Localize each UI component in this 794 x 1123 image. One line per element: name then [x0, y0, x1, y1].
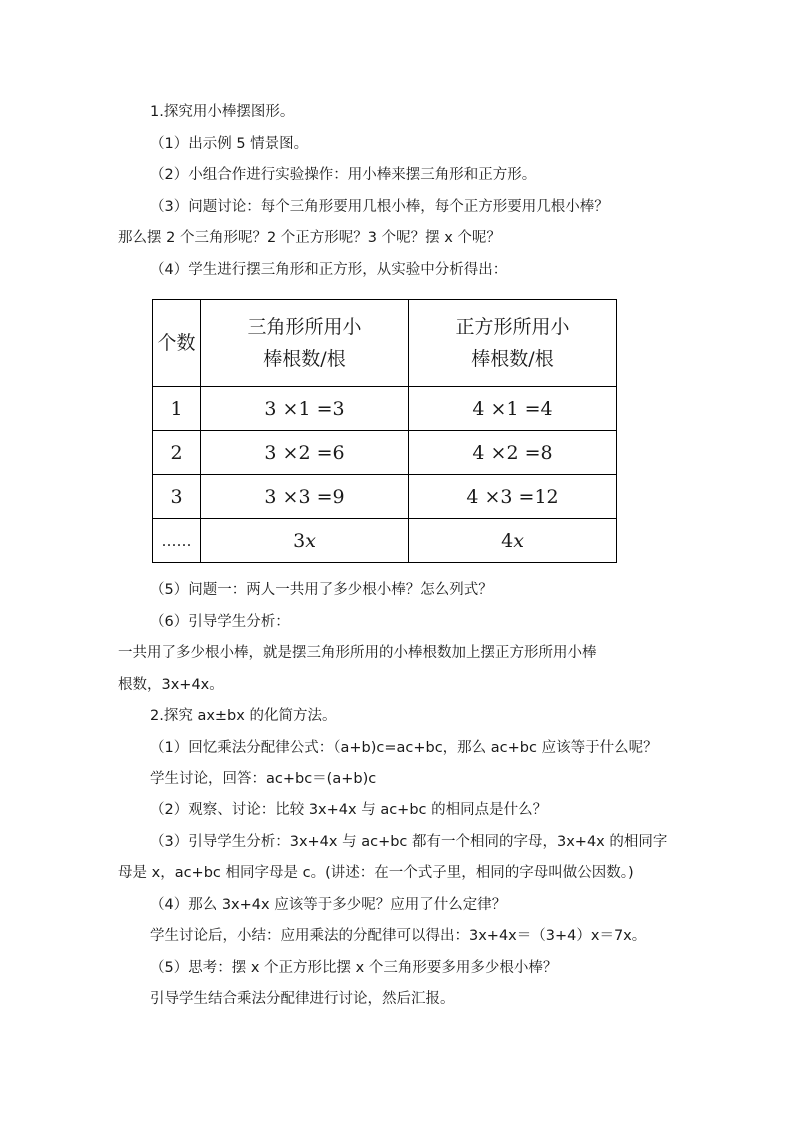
- paragraph-step-2: （2）小组合作进行实验操作：用小棒来摆三角形和正方形。: [150, 167, 537, 183]
- paragraph-analysis: 一共用了多少根小棒，就是摆三角形所用的小棒根数加上摆正方形所用小棒: [118, 645, 597, 661]
- heading-explore-simplify: 2.探究 ax±bx 的化简方法。: [150, 708, 337, 724]
- cell-triangle: 3 ×2 =6: [201, 431, 409, 475]
- cell-square: 4 ×1 =4: [409, 387, 617, 431]
- header-square-line1: 正方形所用小: [455, 316, 570, 338]
- paragraph-think: （5）思考：摆 x 个正方形比摆 x 个三角形要多用多少根小棒？: [150, 960, 558, 976]
- stick-count-table: [152, 299, 617, 563]
- paragraph-step-6: （6）引导学生分析：: [150, 614, 290, 630]
- paragraph-guide-cont: 母是 x，ac+bc 相同字母是 c。(讲述：在一个式子里，相同的字母叫做公因数。): [118, 865, 634, 881]
- cell-count-ellipsis: ……: [153, 519, 201, 563]
- paragraph-summary: 学生讨论后，小结：应用乘法的分配律可以得出：3x+4x＝（3+4）x＝7x。: [150, 928, 647, 944]
- variable: x: [305, 529, 316, 552]
- cell-triangle: 3 ×3 =9: [201, 475, 409, 519]
- coefficient: 4: [501, 529, 514, 552]
- header-triangle-sticks: [201, 300, 409, 387]
- table-header-row: [153, 300, 617, 387]
- paragraph-question-4: （4）那么 3x+4x 应该等于多少呢？应用了什么定律？: [150, 897, 507, 913]
- paragraph-report: 引导学生结合乘法分配律进行讨论，然后汇报。: [150, 991, 455, 1007]
- cell-square: 4 ×3 =12: [409, 475, 617, 519]
- cell-square: 4 ×2 =8: [409, 431, 617, 475]
- header-square-sticks: [409, 300, 617, 387]
- header-triangle-line2: 棒根数/根: [263, 348, 346, 370]
- cell-count: 1: [153, 387, 201, 431]
- paragraph-observe: （2）观察、讨论：比较 3x+4x 与 ac+bc 的相同点是什么？: [150, 802, 548, 818]
- table-row-general: [153, 519, 617, 563]
- paragraph-recall-distributive: （1）回忆乘法分配律公式：（a+b)c=ac+bc，那么 ac+bc 应该等于什么呢？: [150, 740, 658, 756]
- header-triangle-line1: 三角形所用小: [247, 316, 362, 338]
- table-row: [153, 475, 617, 519]
- table-row: [153, 387, 617, 431]
- variable: x: [513, 529, 524, 552]
- header-count: 个数: [153, 300, 201, 387]
- cell-square-general: [409, 519, 617, 563]
- paragraph-guide: （3）引导学生分析：3x+4x 与 ac+bc 都有一个相同的字母，3x+4x 的相同字: [150, 834, 668, 850]
- paragraph-step-3: （3）问题讨论：每个三角形要用几根小棒，每个正方形要用几根小棒？: [150, 199, 609, 215]
- paragraph-analysis-cont: 根数，3x+4x。: [118, 677, 224, 693]
- paragraph-step-4: （4）学生进行摆三角形和正方形，从实验中分析得出：: [150, 262, 508, 278]
- cell-triangle-general: [201, 519, 409, 563]
- paragraph-student-answer: 学生讨论，回答：ac+bc＝(a+b)c: [150, 771, 377, 787]
- paragraph-step-1: （1）出示例 5 情景图。: [150, 136, 309, 152]
- coefficient: 3: [293, 529, 306, 552]
- heading-explore-sticks: 1.探究用小棒摆图形。: [150, 104, 295, 120]
- table-row: [153, 431, 617, 475]
- paragraph-step-3-cont: 那么摆 2 个三角形呢？2 个正方形呢？3 个呢？摆 x 个呢？: [118, 230, 501, 246]
- paragraph-step-5: （5）问题一：两人一共用了多少根小棒？怎么列式？: [150, 582, 493, 598]
- cell-count: 2: [153, 431, 201, 475]
- cell-triangle: 3 ×1 =3: [201, 387, 409, 431]
- cell-count: 3: [153, 475, 201, 519]
- header-square-line2: 棒根数/根: [471, 348, 554, 370]
